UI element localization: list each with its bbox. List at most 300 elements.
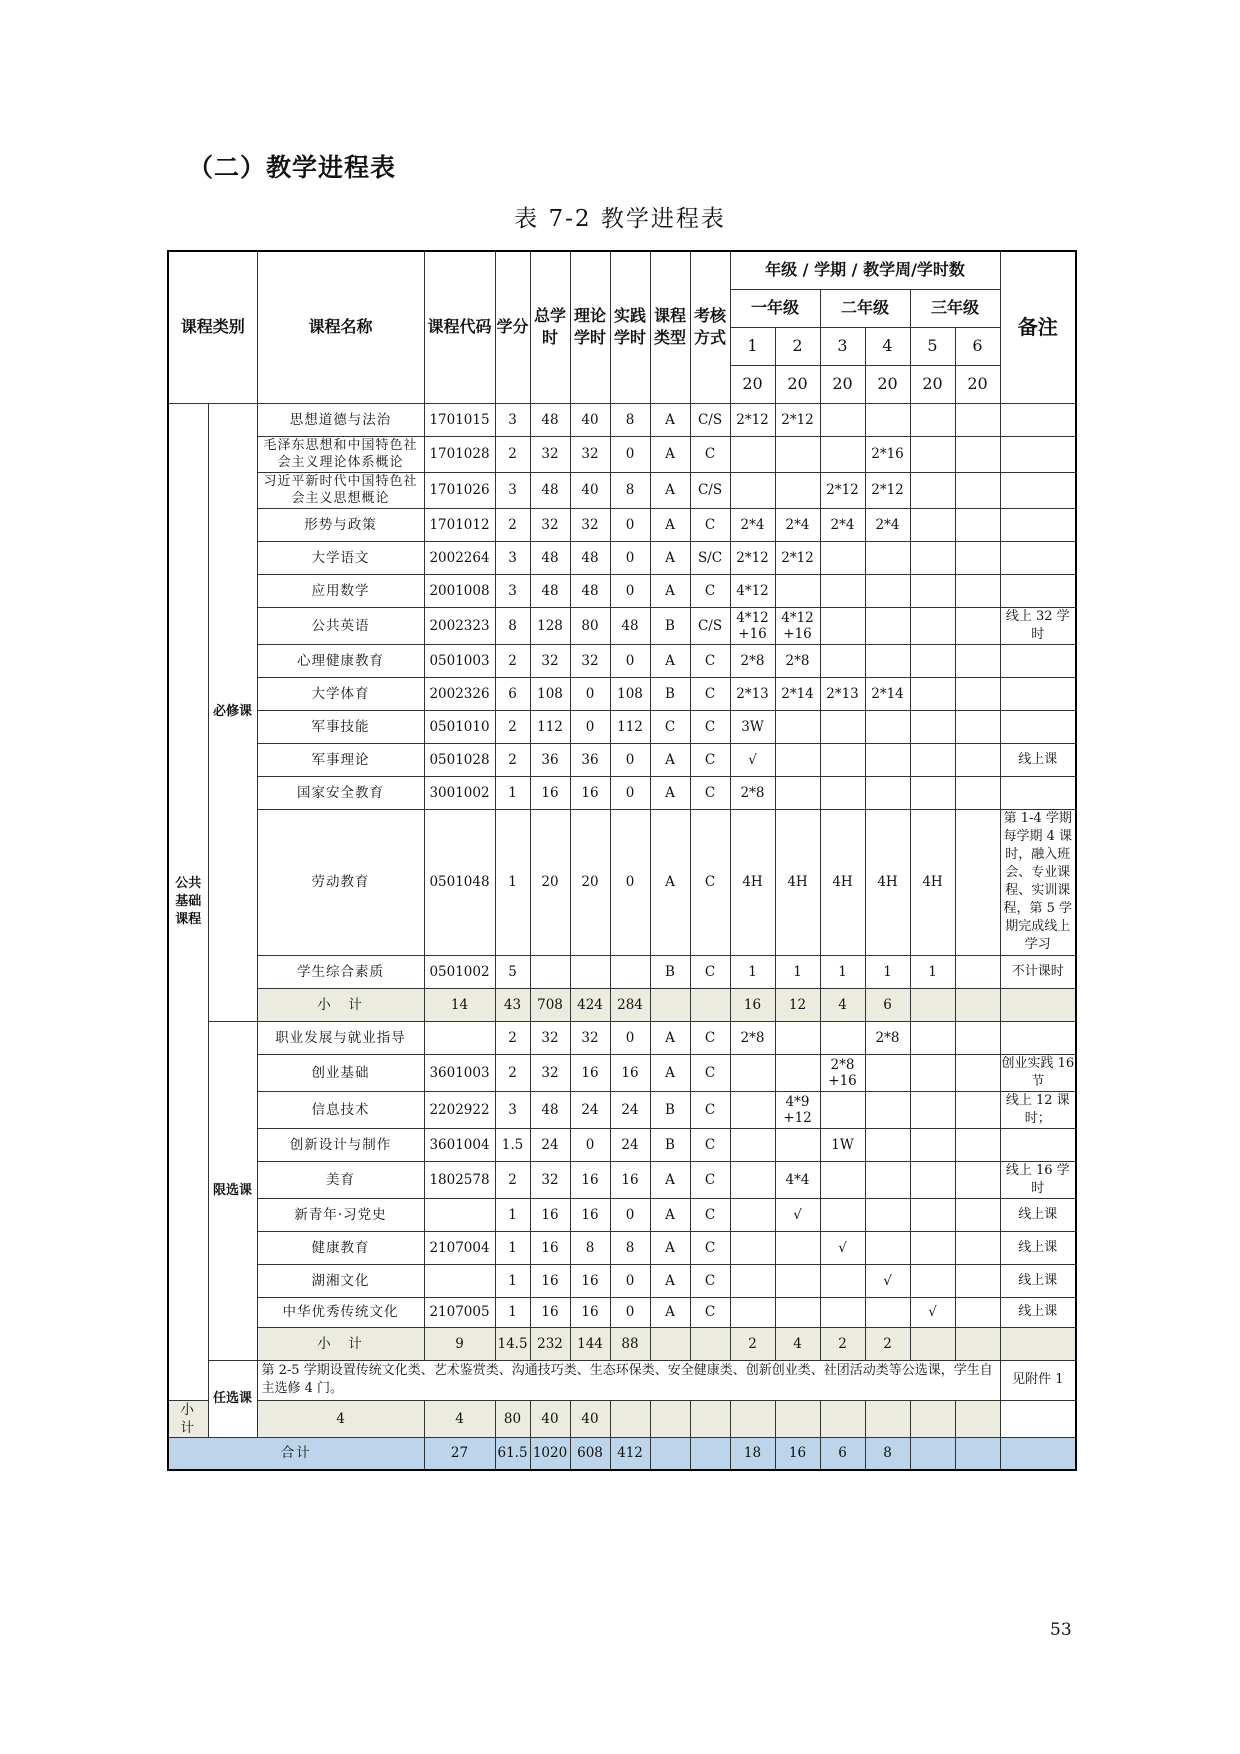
course-code: 3601004 — [424, 1128, 495, 1161]
course-type: A — [650, 644, 690, 677]
teaching-schedule-table — [167, 250, 1077, 1471]
course-type: A — [650, 1264, 690, 1297]
exam-method: C — [690, 677, 730, 710]
total-hours: 108 — [530, 677, 570, 710]
header-weeks: 20 — [730, 365, 775, 403]
semester-6 — [955, 743, 1000, 776]
semester-6 — [955, 508, 1000, 541]
practice-hours: 0 — [610, 574, 650, 607]
subtotal-semester-2: 12 — [775, 988, 820, 1021]
semester-5 — [910, 1161, 955, 1198]
subtotal-semester-6 — [955, 1327, 1000, 1360]
semester-3: 2*4 — [820, 508, 865, 541]
semester-6 — [955, 1054, 1000, 1091]
header-exam-method: 考核方式 — [690, 251, 730, 403]
semester-4 — [865, 607, 910, 644]
course-name: 学生综合素质 — [257, 955, 424, 988]
semester-3 — [820, 436, 865, 472]
remark-cell — [1000, 776, 1076, 809]
semester-6 — [955, 809, 1000, 955]
remark-cell — [1000, 677, 1076, 710]
remark-cell — [1000, 1021, 1076, 1054]
credits: 3 — [495, 1091, 530, 1128]
credits: 3 — [495, 541, 530, 574]
credits: 2 — [495, 1161, 530, 1198]
course-code: 2002323 — [424, 607, 495, 644]
table-row — [168, 574, 1076, 607]
credits: 8 — [495, 607, 530, 644]
semester-1 — [730, 1161, 775, 1198]
credits: 2 — [495, 436, 530, 472]
remark-cell — [1000, 710, 1076, 743]
grand-total-semester-6 — [955, 1437, 1000, 1470]
course-code: 3601003 — [424, 1054, 495, 1091]
semester-5 — [910, 1091, 955, 1128]
subtotal-semester-2: 4 — [775, 1327, 820, 1360]
semester-2 — [775, 743, 820, 776]
semester-1 — [730, 472, 775, 508]
semester-1 — [730, 1264, 775, 1297]
semester-5: 4H — [910, 809, 955, 955]
semester-2 — [775, 574, 820, 607]
exam-method: C — [690, 743, 730, 776]
course-name: 职业发展与就业指导 — [257, 1021, 424, 1054]
semester-4 — [865, 1161, 910, 1198]
semester-4 — [865, 403, 910, 436]
subtotal-semester-3 — [775, 1400, 820, 1437]
theory-hours: 16 — [570, 1054, 610, 1091]
semester-4 — [865, 776, 910, 809]
semester-3 — [820, 776, 865, 809]
semester-6 — [955, 1231, 1000, 1264]
semester-4 — [865, 743, 910, 776]
course-name: 新青年·习党史 — [257, 1198, 424, 1231]
grand-total-credits: 61.5 — [495, 1437, 530, 1470]
elective-row — [168, 1360, 1076, 1400]
practice-hours: 0 — [610, 541, 650, 574]
semester-4: √ — [865, 1264, 910, 1297]
remark-cell: 线上课 — [1000, 1264, 1076, 1297]
total-hours: 48 — [530, 574, 570, 607]
table-row — [168, 743, 1076, 776]
course-code: 2202922 — [424, 1091, 495, 1128]
semester-3: 4H — [820, 809, 865, 955]
subtotal-label: 小 计 — [257, 988, 424, 1021]
table-row — [168, 472, 1076, 508]
exam-method: C — [690, 644, 730, 677]
semester-4 — [865, 1297, 910, 1327]
course-type: A — [650, 472, 690, 508]
semester-1 — [730, 1198, 775, 1231]
semester-1: 4*12 +16 — [730, 607, 775, 644]
semester-1 — [730, 1128, 775, 1161]
subtotal-course-code: 4 — [257, 1400, 424, 1437]
subtotal-total-hours: 80 — [495, 1400, 530, 1437]
semester-5 — [910, 743, 955, 776]
theory-hours: 16 — [570, 1198, 610, 1231]
semester-4: 2*12 — [865, 472, 910, 508]
exam-method: C — [690, 1297, 730, 1327]
semester-5 — [910, 403, 955, 436]
semester-3 — [820, 1091, 865, 1128]
semester-2 — [775, 472, 820, 508]
theory-hours: 40 — [570, 403, 610, 436]
total-hours: 48 — [530, 472, 570, 508]
semester-2 — [775, 776, 820, 809]
semester-3 — [820, 644, 865, 677]
course-type: A — [650, 1021, 690, 1054]
practice-hours: 8 — [610, 472, 650, 508]
subtotal-remark — [1000, 988, 1076, 1021]
semester-4 — [865, 574, 910, 607]
semester-3 — [820, 607, 865, 644]
grand-total-semester-2: 16 — [775, 1437, 820, 1470]
semester-1: 3W — [730, 710, 775, 743]
theory-hours: 8 — [570, 1231, 610, 1264]
semester-6 — [955, 1091, 1000, 1128]
subtotal-semester-5 — [910, 1327, 955, 1360]
subtotal-course-code: 14 — [424, 988, 495, 1021]
theory-hours: 32 — [570, 644, 610, 677]
total-hours: 20 — [530, 809, 570, 955]
semester-1: 1 — [730, 955, 775, 988]
credits: 3 — [495, 472, 530, 508]
semester-5 — [910, 1264, 955, 1297]
total-hours: 24 — [530, 1128, 570, 1161]
exam-method: C — [690, 1054, 730, 1091]
semester-3: 1W — [820, 1128, 865, 1161]
credits: 1 — [495, 776, 530, 809]
practice-hours: 48 — [610, 607, 650, 644]
theory-hours: 32 — [570, 436, 610, 472]
credits: 2 — [495, 1021, 530, 1054]
course-code: 1802578 — [424, 1161, 495, 1198]
subtotal-course-type — [650, 988, 690, 1021]
subtotal-credits: 4 — [424, 1400, 495, 1437]
remark-cell — [1000, 472, 1076, 508]
semester-6 — [955, 1198, 1000, 1231]
subtotal-course-type — [610, 1400, 650, 1437]
header-grade-2: 二年级 — [820, 289, 910, 327]
exam-method: C — [690, 1161, 730, 1198]
semester-3 — [820, 1021, 865, 1054]
semester-4: 1 — [865, 955, 910, 988]
subtotal-practice-hours: 40 — [570, 1400, 610, 1437]
table-row — [168, 1161, 1076, 1198]
theory-hours: 16 — [570, 776, 610, 809]
exam-method: C — [690, 1198, 730, 1231]
semester-6 — [955, 607, 1000, 644]
semester-3 — [820, 743, 865, 776]
total-hours: 32 — [530, 1054, 570, 1091]
practice-hours: 0 — [610, 1198, 650, 1231]
exam-method: C — [690, 710, 730, 743]
semester-2 — [775, 1054, 820, 1091]
semester-2: 2*12 — [775, 403, 820, 436]
header-weeks: 20 — [865, 365, 910, 403]
course-code: 1701012 — [424, 508, 495, 541]
credits: 2 — [495, 743, 530, 776]
table-row — [168, 436, 1076, 472]
header-total-hours: 总学时 — [530, 251, 570, 403]
practice-hours: 16 — [610, 1161, 650, 1198]
course-code: 0501010 — [424, 710, 495, 743]
course-name: 大学语文 — [257, 541, 424, 574]
exam-method: C — [690, 1264, 730, 1297]
category-required: 必修课 — [208, 403, 257, 1021]
course-type: A — [650, 403, 690, 436]
semester-4 — [865, 1091, 910, 1128]
header-semester: 6 — [955, 327, 1000, 365]
page-number: 53 — [1050, 1620, 1072, 1640]
practice-hours: 0 — [610, 809, 650, 955]
semester-2: 2*12 — [775, 541, 820, 574]
section-title: （二）教学进程表 — [188, 153, 397, 182]
elective-remark: 见附件 1 — [1000, 1360, 1076, 1400]
header-grade-group: 年级 / 学期 / 教学周/学时数 — [730, 251, 1000, 289]
semester-3 — [820, 710, 865, 743]
table-row — [168, 809, 1076, 955]
course-code: 2107004 — [424, 1231, 495, 1264]
category-limited: 限选课 — [208, 1021, 257, 1360]
semester-3: 2*8 +16 — [820, 1054, 865, 1091]
semester-6 — [955, 1297, 1000, 1327]
theory-hours: 0 — [570, 1128, 610, 1161]
semester-2 — [775, 1128, 820, 1161]
semester-3 — [820, 1264, 865, 1297]
course-name: 创新设计与制作 — [257, 1128, 424, 1161]
header-semester: 5 — [910, 327, 955, 365]
course-code: 2002326 — [424, 677, 495, 710]
semester-3 — [820, 1198, 865, 1231]
header-semester: 2 — [775, 327, 820, 365]
course-name: 公共英语 — [257, 607, 424, 644]
grand-total-remark — [1000, 1437, 1076, 1470]
total-hours: 32 — [530, 1021, 570, 1054]
practice-hours: 16 — [610, 1054, 650, 1091]
subtotal-semester-5 — [865, 1400, 910, 1437]
semester-6 — [955, 541, 1000, 574]
practice-hours: 24 — [610, 1091, 650, 1128]
total-hours: 16 — [530, 1297, 570, 1327]
exam-method: C — [690, 1128, 730, 1161]
practice-hours: 0 — [610, 776, 650, 809]
semester-1: 2*8 — [730, 644, 775, 677]
header-weeks: 20 — [775, 365, 820, 403]
total-hours: 16 — [530, 776, 570, 809]
credits: 1 — [495, 1231, 530, 1264]
course-type: A — [650, 541, 690, 574]
header-course-name: 课程名称 — [257, 251, 424, 403]
table-row — [168, 508, 1076, 541]
table-row — [168, 644, 1076, 677]
practice-hours: 112 — [610, 710, 650, 743]
credits: 2 — [495, 508, 530, 541]
subtotal-row — [168, 1400, 1076, 1437]
theory-hours: 16 — [570, 1161, 610, 1198]
semester-1 — [730, 1231, 775, 1264]
credits: 5 — [495, 955, 530, 988]
grand-total-label: 合计 — [168, 1437, 424, 1470]
subtotal-course-type — [650, 1327, 690, 1360]
remark-cell — [1000, 541, 1076, 574]
theory-hours — [570, 955, 610, 988]
course-name: 军事技能 — [257, 710, 424, 743]
practice-hours: 0 — [610, 743, 650, 776]
remark-cell — [1000, 403, 1076, 436]
semester-4: 4H — [865, 809, 910, 955]
remark-cell — [1000, 1128, 1076, 1161]
subtotal-theory-hours: 144 — [570, 1327, 610, 1360]
header-practice-hours: 实践学时 — [610, 251, 650, 403]
course-type: B — [650, 1091, 690, 1128]
table-row — [168, 1054, 1076, 1091]
subtotal-semester-3: 4 — [820, 988, 865, 1021]
semester-4 — [865, 1198, 910, 1231]
subtotal-practice-hours: 88 — [610, 1327, 650, 1360]
semester-1: 4*12 — [730, 574, 775, 607]
semester-2: 4*9 +12 — [775, 1091, 820, 1128]
total-hours: 36 — [530, 743, 570, 776]
practice-hours: 0 — [610, 436, 650, 472]
subtotal-row — [168, 1327, 1076, 1360]
semester-6 — [955, 403, 1000, 436]
course-type: A — [650, 508, 690, 541]
semester-5 — [910, 677, 955, 710]
exam-method: C/S — [690, 403, 730, 436]
semester-6 — [955, 776, 1000, 809]
course-name: 湖湘文化 — [257, 1264, 424, 1297]
semester-1: 2*4 — [730, 508, 775, 541]
remark-cell: 线上课 — [1000, 1198, 1076, 1231]
semester-1: 4H — [730, 809, 775, 955]
grand-total-semester-3: 6 — [820, 1437, 865, 1470]
exam-method: C — [690, 955, 730, 988]
credits: 1 — [495, 809, 530, 955]
remark-cell: 线上课 — [1000, 1231, 1076, 1264]
course-code: 1701028 — [424, 436, 495, 472]
course-type: A — [650, 1231, 690, 1264]
course-name: 应用数学 — [257, 574, 424, 607]
semester-4 — [865, 710, 910, 743]
semester-1: 2*12 — [730, 541, 775, 574]
practice-hours: 0 — [610, 508, 650, 541]
category-main: 公共基础课程 — [168, 403, 208, 1400]
header-course-type: 课程类型 — [650, 251, 690, 403]
semester-3: √ — [820, 1231, 865, 1264]
remark-cell — [1000, 644, 1076, 677]
theory-hours: 48 — [570, 574, 610, 607]
course-type: A — [650, 1161, 690, 1198]
remark-cell: 不计课时 — [1000, 955, 1076, 988]
course-name: 思想道德与法治 — [257, 403, 424, 436]
theory-hours: 36 — [570, 743, 610, 776]
table-row — [168, 1264, 1076, 1297]
semester-5: 1 — [910, 955, 955, 988]
semester-2 — [775, 436, 820, 472]
semester-2: 4H — [775, 809, 820, 955]
practice-hours: 0 — [610, 644, 650, 677]
subtotal-semester-4: 6 — [865, 988, 910, 1021]
subtotal-course-code: 9 — [424, 1327, 495, 1360]
semester-5 — [910, 541, 955, 574]
course-type: A — [650, 574, 690, 607]
total-hours: 128 — [530, 607, 570, 644]
subtotal-remark — [1000, 1327, 1076, 1360]
course-name: 毛泽东思想和中国特色社会主义理论体系概论 — [257, 436, 424, 472]
semester-5 — [910, 776, 955, 809]
grand-total-theory-hours: 608 — [570, 1437, 610, 1470]
total-hours: 48 — [530, 403, 570, 436]
subtotal-theory-hours: 40 — [530, 1400, 570, 1437]
course-type: B — [650, 1128, 690, 1161]
header-course-code: 课程代码 — [424, 251, 495, 403]
total-hours: 16 — [530, 1231, 570, 1264]
subtotal-semester-5 — [910, 988, 955, 1021]
semester-1: 2*8 — [730, 1021, 775, 1054]
table-row — [168, 1231, 1076, 1264]
course-name: 国家安全教育 — [257, 776, 424, 809]
subtotal-semester-1 — [690, 1400, 730, 1437]
subtotal-semester-4 — [820, 1400, 865, 1437]
semester-1 — [730, 1297, 775, 1327]
semester-6 — [955, 574, 1000, 607]
semester-3 — [820, 1161, 865, 1198]
remark-cell: 线上 16 学时 — [1000, 1161, 1076, 1198]
subtotal-semester-3: 2 — [820, 1327, 865, 1360]
course-name: 美育 — [257, 1161, 424, 1198]
practice-hours: 0 — [610, 1021, 650, 1054]
semester-2 — [775, 710, 820, 743]
semester-2: 4*12 +16 — [775, 607, 820, 644]
course-code: 1701015 — [424, 403, 495, 436]
semester-3 — [820, 403, 865, 436]
theory-hours: 0 — [570, 710, 610, 743]
theory-hours: 48 — [570, 541, 610, 574]
semester-6 — [955, 436, 1000, 472]
credits: 3 — [495, 403, 530, 436]
semester-1: 2*8 — [730, 776, 775, 809]
theory-hours: 16 — [570, 1297, 610, 1327]
subtotal-exam-method — [690, 1327, 730, 1360]
theory-hours: 40 — [570, 472, 610, 508]
semester-2: 4*4 — [775, 1161, 820, 1198]
semester-1 — [730, 436, 775, 472]
table-title: 表 7-2 教学进程表 — [514, 206, 726, 232]
course-name: 军事理论 — [257, 743, 424, 776]
course-code — [424, 1198, 495, 1231]
semester-2 — [775, 1297, 820, 1327]
header-category — [168, 251, 257, 403]
credits: 2 — [495, 1054, 530, 1091]
semester-2 — [775, 1021, 820, 1054]
total-hours: 48 — [530, 541, 570, 574]
remark-cell: 线上 12 课时； — [1000, 1091, 1076, 1128]
remark-cell: 线上 32 学时 — [1000, 607, 1076, 644]
remark-cell: 线上课 — [1000, 1297, 1076, 1327]
semester-3: 2*12 — [820, 472, 865, 508]
header-semester: 4 — [865, 327, 910, 365]
exam-method: C — [690, 1091, 730, 1128]
semester-5 — [910, 436, 955, 472]
credits: 2 — [495, 644, 530, 677]
semester-5 — [910, 472, 955, 508]
course-name: 中华优秀传统文化 — [257, 1297, 424, 1327]
table-row — [168, 541, 1076, 574]
practice-hours: 0 — [610, 1264, 650, 1297]
semester-4 — [865, 644, 910, 677]
header-weeks: 20 — [910, 365, 955, 403]
